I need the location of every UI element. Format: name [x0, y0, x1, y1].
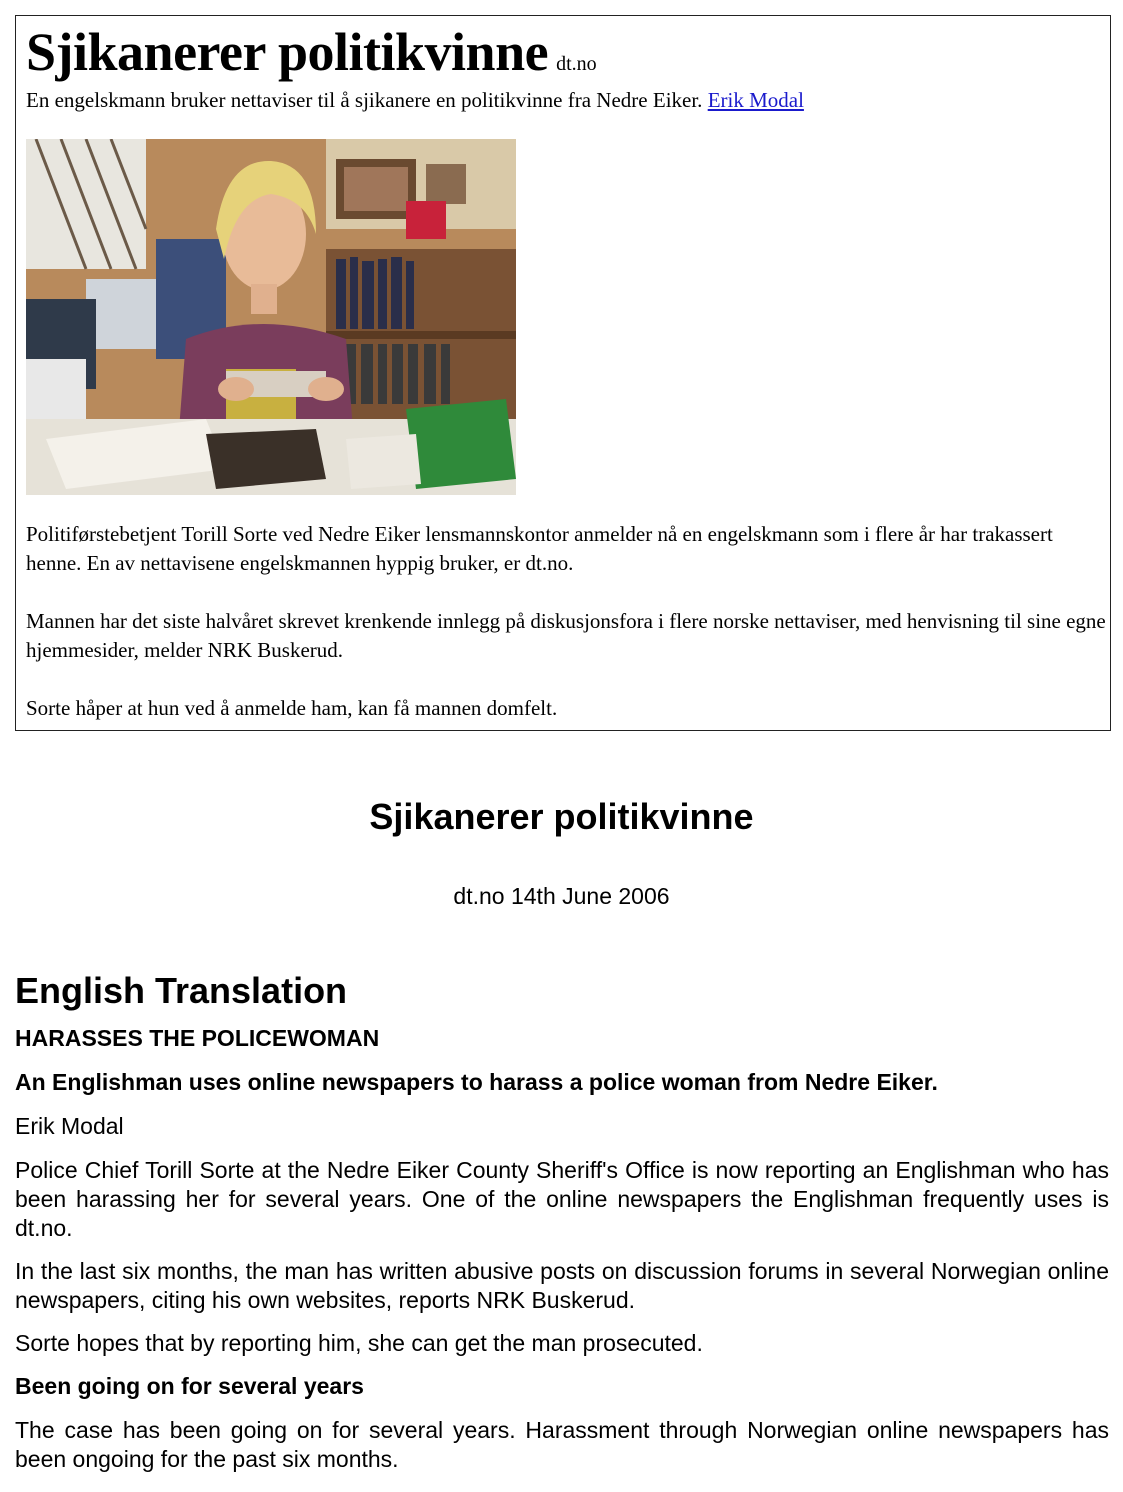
- translation-paragraph-3: Sorte hopes that by reporting him, she can get the man prosecuted.: [15, 1330, 703, 1356]
- translation-author: Erik Modal: [15, 1113, 124, 1139]
- translation-section2-heading: Been going on for several years: [15, 1373, 364, 1399]
- office-photo-illustration: [26, 139, 516, 495]
- clipping-body: [26, 520, 1106, 723]
- clipping-headline-text: Sjikanerer politikvinne: [26, 22, 549, 82]
- clipping-lead: [26, 86, 804, 114]
- clipping-paragraph-2: Mannen har det siste halvåret skrevet krenkende innlegg på diskusjonsfora i flere norske nettaviser, med henvisning til sine egne hjemmesider, melder NRK Buskerud.: [26, 609, 1106, 662]
- translation-section: [15, 968, 1109, 1488]
- translation-paragraph-2: In the last six months, the man has written abusive posts on discussion forums in several Norwegian online newspapers, citing his own websites, reports NRK Buskerud.: [15, 1258, 1109, 1313]
- translation-paragraph-1: Police Chief Torill Sorte at the Nedre Eiker County Sheriff's Office is now reporting an Englishman who has been harassing her for several years. One of the online newspapers the Englishman frequently uses is dt.no.: [15, 1157, 1109, 1241]
- clipping-author-link[interactable]: Erik Modal: [707, 88, 804, 112]
- translation-lead: An Englishman uses online newspapers to harass a police woman from Nedre Eiker.: [15, 1069, 938, 1095]
- translation-section2-paragraph-1: The case has been going on for several years. Harassment through Norwegian online newspapers has been ongoing for the past six months.: [15, 1417, 1109, 1472]
- document-title: Sjikanerer politikvinne: [369, 796, 754, 837]
- clipping-headline: [26, 22, 597, 94]
- clipping-paragraph-1: Politiførstebetjent Torill Sorte ved Nedre Eiker lensmannskontor anmelder nå en engelskmann som i flere år har trakassert henne. En av nettavisene engelskmannen hyppig bruker, er dt.no.: [26, 522, 1053, 575]
- clipping-source: dt.no: [556, 53, 597, 75]
- newspaper-clipping: [15, 15, 1111, 731]
- clipping-photo: [26, 139, 516, 495]
- translation-subheading: HARASSES THE POLICEWOMAN: [15, 1025, 380, 1051]
- document-meta: dt.no 14th June 2006: [453, 883, 670, 909]
- clipping-lead-text: En engelskmann bruker nettaviser til å sjikanere en politikvinne fra Nedre Eiker.: [26, 88, 703, 112]
- translation-heading: English Translation: [15, 970, 348, 1011]
- clipping-paragraph-3: Sorte håper at hun ved å anmelde ham, kan få mannen domfelt.: [26, 696, 558, 720]
